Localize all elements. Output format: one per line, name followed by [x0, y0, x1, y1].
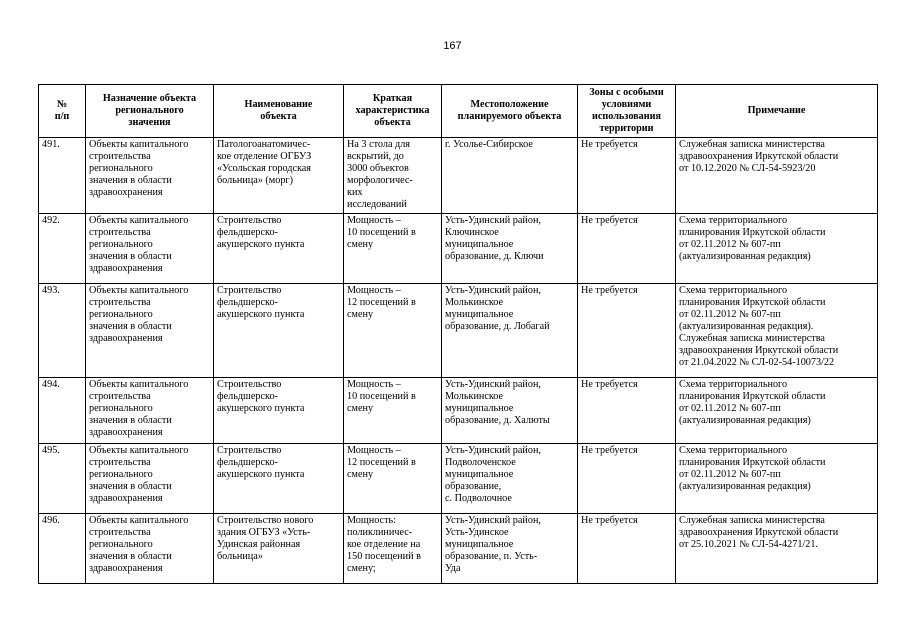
cell-note: Служебная записка министерства здравоохранения Иркутской области от 10.12.2020 № СЛ-54-5923/20 [676, 138, 878, 214]
cell-note: Схема территориального планирования Иркутской области от 02.11.2012 № 607-пп (актуализированная редакция) [676, 444, 878, 514]
cell-name: Строительство фельдшерско- акушерского пункта [214, 378, 344, 444]
cell-characteristics: Мощность: поликлиничес- кое отделение на 150 посещений в смену; [344, 514, 442, 584]
cell-purpose: Объекты капитального строительства регионального значения в области здравоохранения [86, 214, 214, 284]
cell-name: Строительство фельдшерско- акушерского пункта [214, 444, 344, 514]
header-number: № п/п [39, 85, 86, 138]
header-note: Примечание [676, 85, 878, 138]
header-characteristics: Краткая характеристика объекта [344, 85, 442, 138]
cell-location: Усть-Удинский район, Подволоченское муниципальное образование, с. Подволочное [442, 444, 578, 514]
cell-number: 491. [39, 138, 86, 214]
cell-location: Усть-Удинский район, Молькинское муниципальное образование, д. Халюты [442, 378, 578, 444]
table-row [39, 378, 878, 444]
cell-note: Схема территориального планирования Иркутской области от 02.11.2012 № 607-пп (актуализированная редакция) [676, 214, 878, 284]
cell-purpose: Объекты капитального строительства регионального значения в области здравоохранения [86, 284, 214, 378]
cell-number: 495. [39, 444, 86, 514]
table-row [39, 214, 878, 284]
objects-table [38, 84, 878, 584]
cell-number: 496. [39, 514, 86, 584]
cell-name: Строительство фельдшерско- акушерского пункта [214, 214, 344, 284]
cell-note: Служебная записка министерства здравоохранения Иркутской области от 25.10.2021 № СЛ-54-4271/21. [676, 514, 878, 584]
table-header-row [39, 85, 878, 138]
cell-zones: Не требуется [578, 444, 676, 514]
cell-number: 492. [39, 214, 86, 284]
cell-characteristics: Мощность – 10 посещений в смену [344, 214, 442, 284]
cell-location: Усть-Удинский район, Усть-Удинское муниципальное образование, п. Усть- Уда [442, 514, 578, 584]
table-row [39, 444, 878, 514]
table-row [39, 138, 878, 214]
header-location: Местоположение планируемого объекта [442, 85, 578, 138]
cell-location: г. Усолье-Сибирское [442, 138, 578, 214]
cell-number: 493. [39, 284, 86, 378]
cell-number: 494. [39, 378, 86, 444]
cell-purpose: Объекты капитального строительства регионального значения в области здравоохранения [86, 138, 214, 214]
cell-zones: Не требуется [578, 138, 676, 214]
cell-characteristics: На 3 стола для вскрытий, до 3000 объектов морфологичес- ких исследований [344, 138, 442, 214]
cell-purpose: Объекты капитального строительства регионального значения в области здравоохранения [86, 378, 214, 444]
cell-name: Патологоанатомичес- кое отделение ОГБУЗ «Усольская городская больница» (морг) [214, 138, 344, 214]
page-number: 167 [443, 40, 462, 52]
cell-name: Строительство нового здания ОГБУЗ «Усть- Удинская районная больница» [214, 514, 344, 584]
header-zones: Зоны с особыми условиями использования территории [578, 85, 676, 138]
cell-zones: Не требуется [578, 378, 676, 444]
header-purpose: Назначение объекта регионального значения [86, 85, 214, 138]
cell-zones: Не требуется [578, 514, 676, 584]
table-row [39, 284, 878, 378]
cell-name: Строительство фельдшерско- акушерского пункта [214, 284, 344, 378]
cell-zones: Не требуется [578, 214, 676, 284]
cell-characteristics: Мощность – 12 посещений в смену [344, 284, 442, 378]
cell-zones: Не требуется [578, 284, 676, 378]
cell-note: Схема территориального планирования Иркутской области от 02.11.2012 № 607-пп (актуализированная редакция) [676, 378, 878, 444]
cell-purpose: Объекты капитального строительства регионального значения в области здравоохранения [86, 514, 214, 584]
cell-purpose: Объекты капитального строительства регионального значения в области здравоохранения [86, 444, 214, 514]
cell-note: Схема территориального планирования Иркутской области от 02.11.2012 № 607-пп (актуализированная редакция). Служебная записка министерства здравоохранения Иркутской области от 21.04.2022 № СЛ-02-54-10073/22 [676, 284, 878, 378]
cell-location: Усть-Удинский район, Молькинское муниципальное образование, д. Лобагай [442, 284, 578, 378]
cell-location: Усть-Удинский район, Ключинское муниципальное образование, д. Ключи [442, 214, 578, 284]
cell-characteristics: Мощность – 12 посещений в смену [344, 444, 442, 514]
header-name: Наименование объекта [214, 85, 344, 138]
table-row [39, 514, 878, 584]
cell-characteristics: Мощность – 10 посещений в смену [344, 378, 442, 444]
